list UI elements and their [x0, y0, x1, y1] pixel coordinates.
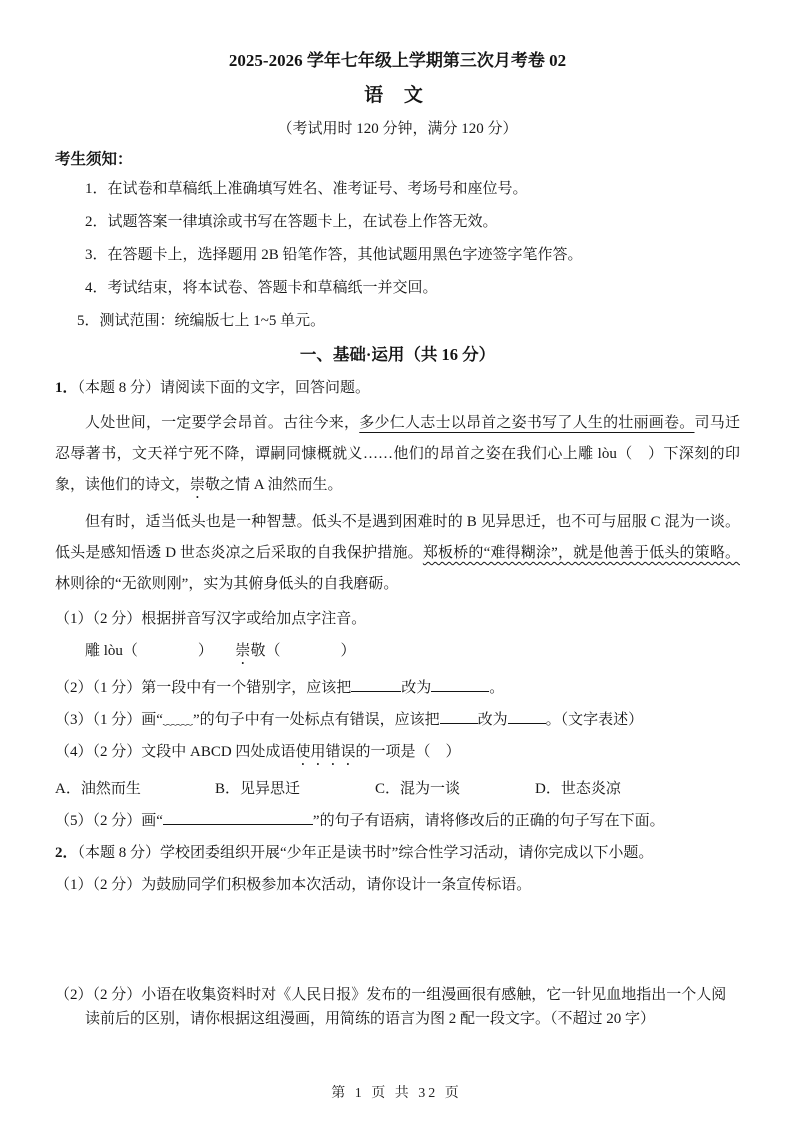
q1-sub4-prompt: [55, 740, 740, 769]
text-segment-blank: [508, 708, 546, 724]
choice-option: B．见异思迁: [215, 781, 301, 797]
q1-sub1-prompt: [55, 607, 740, 631]
text-segment-plain: （5）（2 分）画“: [55, 813, 163, 829]
text-segment-blank: [440, 708, 478, 724]
notice-item: 2．试题答案一律填涂或书写在答题卡上，在试卷上作答无效。: [85, 214, 498, 230]
text-segment-plain: ”的句子有语病，请将修改后的正确的句子写在下面。: [312, 813, 665, 829]
text-segment-plain: 但有时，适当低头也是一种智慧。低头不是遇到困难时的 B 见异思迁，也不可与屈服 C 混为一谈。低头是感知悟透 D 世态炎凉之后采取的自我保护措施。: [55, 514, 740, 561]
q1-sub1-answer-line: [55, 639, 740, 668]
text-segment-plain: 。: [489, 680, 505, 696]
choice-option: C．混为一谈: [375, 781, 461, 797]
text-segment-plain: 敬之情 A 油然而生。: [205, 477, 343, 493]
question-1-number: 1．: [55, 380, 78, 396]
text-segment-plain: 人处世间，一定要学会昂首。古往今来，: [85, 415, 360, 431]
passage-paragraph-2: [55, 507, 740, 600]
passage-paragraph-1: [55, 408, 740, 502]
text-segment-wavy: 郑板桥的“难得糊涂”，就是他善于低头的策略。: [422, 545, 740, 561]
text-segment-plain: 敬（ ）: [250, 643, 356, 659]
question-1-stem: [55, 376, 740, 400]
question-2-stem: [55, 841, 740, 865]
text-segment-dot: 崇: [190, 477, 206, 493]
q2-sub2-prompt: [55, 983, 740, 1031]
question-1-subquestions: [55, 607, 740, 833]
choice-option: A．油然而生: [55, 781, 141, 797]
text-segment-plain: （1）（2 分）根据拼音写汉字或给加点字注音。: [55, 611, 367, 627]
text-segment-plain: （2）（1 分）第一段中有一个错别字，应该把: [55, 680, 352, 696]
text-segment-blank: [163, 809, 313, 825]
notice-item: 5．测试范围：统编版七上 1~5 单元。: [77, 313, 326, 329]
text-segment-blank: [351, 676, 401, 692]
text-segment-plain: 改为: [477, 712, 508, 728]
notice-list: [55, 177, 740, 333]
subject-title: 语 文: [364, 85, 431, 106]
exam-info: （考试用时 120 分钟，满分 120 分）: [277, 121, 518, 137]
question-1-stem-text: （本题 8 分）请阅读下面的文字，回答问题。: [77, 380, 371, 396]
text-segment-plain: 。（文字表述）: [545, 712, 644, 728]
notice-heading: 考生须知：: [55, 151, 133, 168]
q1-sub5-prompt: [55, 809, 740, 833]
text-segment-plain: （3）（1 分）画“: [55, 712, 163, 728]
text-segment-underline: 多少仁人志士以昂首之姿书写了人生的壮丽画卷。: [359, 415, 695, 431]
text-segment-plain: 改为: [401, 680, 432, 696]
text-segment-plain: 的一项是（ ）: [355, 744, 461, 760]
notice-item: 3．在答题卡上，选择题用 2B 铅笔作答，其他试题用黑色字迹签字笔作答。: [85, 247, 583, 263]
q1-sub4-options: [55, 777, 740, 801]
text-segment-dot: 崇: [235, 643, 251, 659]
q1-sub3-prompt: [55, 708, 740, 732]
section-heading: 一、基础·运用（共 16 分）: [299, 345, 496, 364]
text-segment-plain: （1）（2 分）为鼓励同学们积极参加本次活动，请你设计一条宣传标语。: [55, 877, 532, 893]
q2-sub1-prompt: [55, 873, 740, 897]
notice-item: 4．考试结束，将本试卷、答题卡和草稿纸一并交回。: [85, 280, 438, 296]
text-segment-plain: 司马迁忍辱著书，文天祥宁死不降，谭嗣同慷概就义……他们的昂首之姿在我们心上雕 lòu（ ）下深刻的印象，读他们的诗文，: [55, 415, 740, 493]
page-title: 2025-2026 学年七年级上学期第三次月考卷 02: [228, 51, 567, 70]
text-segment-plain: （2）（2 分）小语在收集资料时对《人民日报》发布的一组漫画很有感触，它一针见血地指出一个人阅读前后的区别，请你根据这组漫画，用简练的语言为图 2 配一段文字。（不超过 20 字）: [55, 987, 727, 1027]
q1-sub2-prompt: [55, 676, 740, 700]
text-segment-blank: [431, 676, 489, 692]
text-segment-plain: ﹏﹏: [162, 712, 193, 728]
question-2-stem-text: （本题 8 分）学校团委组织开展“少年正是读书时”综合性学习活动，请你完成以下小题。: [77, 845, 654, 861]
text-segment-plain: ”的句子中有一处标点有错误，应该把: [192, 712, 440, 728]
notice-item: 1．在试卷和草稿纸上准确填写姓名、准考证号、考场号和座位号。: [85, 181, 528, 197]
text-segment-dot: 使用错误: [295, 744, 356, 760]
page-footer: 第 1 页 共 32 页: [331, 1086, 462, 1101]
text-segment-plain: （4）（2 分）文段中 ABCD 四处成语: [55, 744, 296, 760]
text-segment-plain: 林则徐的“无欲则刚”，实为其俯身低头的自我磨砺。: [55, 576, 399, 592]
question-2-number: 2．: [55, 845, 78, 861]
q2-sub1-answer-space: [55, 905, 740, 983]
text-segment-plain: 雕 lòu（ ）: [85, 643, 236, 659]
choice-option: D．世态炎凉: [535, 781, 621, 797]
